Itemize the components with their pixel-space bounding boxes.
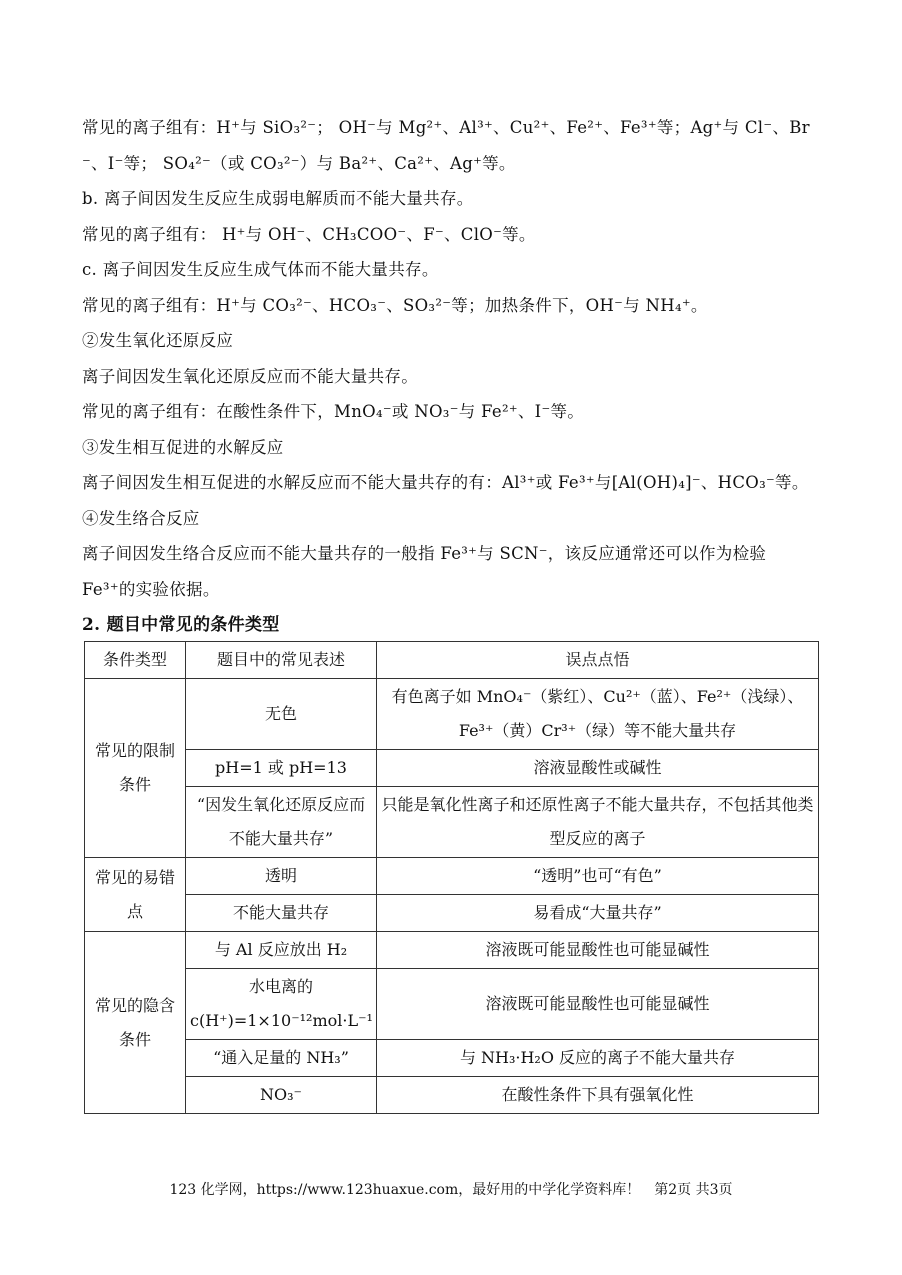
paragraph: ②发生氧化还原反应 [82,331,234,350]
note-cell: 溶液既可能显酸性也可能显碱性 [377,932,819,969]
category-cell: 常见的易错点 [85,858,186,932]
paragraph: c. 离子间因发生反应生成气体而不能大量共存。 [82,260,439,279]
paragraph: 离子间因发生络合反应而不能大量共存的一般指 Fe³⁺与 SCN⁻，该反应通常还可以作为检验 [82,544,767,563]
section-heading: 2. 题目中常见的条件类型 [82,615,280,635]
table-header: 题目中的常见表述 [186,642,377,679]
document-body [82,110,820,643]
table-row [85,750,819,787]
table-row [85,1040,819,1077]
table-row [85,787,819,858]
note-cell: 溶液既可能显酸性也可能显碱性 [377,969,819,1040]
paragraph: 常见的离子组有： H⁺与 OH⁻、CH₃COO⁻、F⁻、ClO⁻等。 [82,224,536,244]
paragraph: ④发生络合反应 [82,508,200,528]
paragraph: 常见的离子组有：在酸性条件下，MnO₄⁻或 NO₃⁻与 Fe²⁺、I⁻等。 [82,402,585,421]
paragraph: ③发生相互促进的水解反应 [82,437,284,457]
paragraph: b. 离子间因发生反应生成弱电解质而不能大量共存。 [82,189,474,208]
table-header: 误点点悟 [377,642,819,679]
note-cell: 有色离子如 MnO₄⁻（紫红）、Cu²⁺（蓝）、Fe²⁺（浅绿）、Fe³⁺（黄）Cr³⁺（绿）等不能大量共存 [377,679,819,750]
paragraph: 离子间因发生氧化还原反应而不能大量共存。 [82,366,418,386]
note-cell: 在酸性条件下具有强氧化性 [377,1077,819,1114]
table-row [85,969,819,1040]
category-cell: 常见的隐含条件 [85,932,186,1114]
table-row [85,895,819,932]
expression-cell: pH=1 或 pH=13 [186,750,377,787]
expression-cell: 透明 [186,858,377,895]
note-cell: 溶液显酸性或碱性 [377,750,819,787]
conditions-table [84,641,819,1114]
note-cell: “透明”也可“有色” [377,858,819,895]
category-cell: 常见的限制条件 [85,679,186,858]
paragraph: 常见的离子组有：H⁺与 SiO₃²⁻； OH⁻与 Mg²⁺、Al³⁺、Cu²⁺、Fe²⁺、Fe³⁺等；Ag⁺与 Cl⁻、Br [82,118,810,137]
table-header: 条件类型 [85,642,186,679]
expression-cell: “因发生氧化还原反应而不能大量共存” [186,787,377,858]
paragraph: 离子间因发生相互促进的水解反应而不能大量共存的有：Al³⁺或 Fe³⁺与[Al(OH)₄]⁻、HCO₃⁻等。 [82,473,809,492]
expression-cell: 水电离的c(H⁺)=1×10⁻¹²mol·L⁻¹ [186,969,377,1040]
page-footer: 123 化学网，https://www.123huaxue.com，最好用的中学化学资料库！ 第2页 共3页 [169,1182,733,1198]
table-row [85,1077,819,1114]
expression-cell: 与 Al 反应放出 H₂ [186,932,377,969]
expression-cell: 无色 [186,679,377,750]
table-row [85,932,819,969]
expression-cell: “通入足量的 NH₃” [186,1040,377,1077]
note-cell: 易看成“大量共存” [377,895,819,932]
paragraph: ⁻、I⁻等； SO₄²⁻（或 CO₃²⁻）与 Ba²⁺、Ca²⁺、Ag⁺等。 [82,153,516,173]
note-cell: 只能是氧化性离子和还原性离子不能大量共存，不包括其他类型反应的离子 [377,787,819,858]
note-cell: 与 NH₃·H₂O 反应的离子不能大量共存 [377,1040,819,1077]
table-row [85,858,819,895]
paragraph: 常见的离子组有：H⁺与 CO₃²⁻、HCO₃⁻、SO₃²⁻等；加热条件下，OH⁻与 NH₄⁺。 [82,295,708,315]
table-row [85,679,819,750]
table-header-row [85,642,819,679]
expression-cell: NO₃⁻ [186,1077,377,1114]
paragraph: Fe³⁺的实验依据。 [82,579,220,599]
expression-cell: 不能大量共存 [186,895,377,932]
